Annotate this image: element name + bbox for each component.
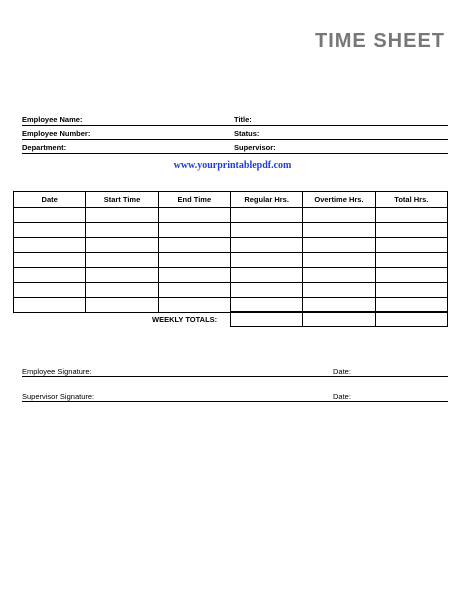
- table-cell[interactable]: [230, 238, 302, 253]
- table-cell[interactable]: [86, 268, 158, 283]
- table-cell[interactable]: [375, 268, 447, 283]
- title-label: Title:: [234, 115, 252, 124]
- total-hrs-header: Total Hrs.: [375, 192, 447, 208]
- table-header-row: [14, 192, 448, 208]
- table-cell[interactable]: [303, 223, 375, 238]
- end-time-header: End Time: [158, 192, 230, 208]
- employee-name-line[interactable]: [22, 125, 448, 126]
- employee-signature-date-label: Date:: [333, 367, 351, 376]
- table-cell[interactable]: [158, 208, 230, 223]
- employee-name-label: Employee Name:: [22, 115, 83, 124]
- table-cell[interactable]: [303, 238, 375, 253]
- table-cell[interactable]: [86, 238, 158, 253]
- department-label: Department:: [22, 143, 67, 152]
- table-cell[interactable]: [86, 298, 158, 313]
- weekly-totals-table: [230, 311, 448, 327]
- employee-signature-line[interactable]: [22, 376, 448, 377]
- supervisor-signature-line[interactable]: [22, 401, 448, 402]
- table-cell[interactable]: [230, 283, 302, 298]
- time-table: [13, 191, 448, 313]
- table-cell[interactable]: [230, 253, 302, 268]
- weekly-totals-row: [231, 312, 448, 327]
- table-row: [14, 238, 448, 253]
- page-title: TIME SHEET: [314, 30, 445, 52]
- supervisor-signature-date-label: Date:: [333, 392, 351, 401]
- table-cell[interactable]: [14, 298, 86, 313]
- table-cell[interactable]: [14, 208, 86, 223]
- table-cell[interactable]: [86, 208, 158, 223]
- table-cell[interactable]: [230, 268, 302, 283]
- table-cell[interactable]: [375, 223, 447, 238]
- table-row: [14, 208, 448, 223]
- supervisor-label: Supervisor:: [234, 143, 276, 152]
- supervisor-signature-label: Supervisor Signature:: [22, 392, 95, 401]
- department-line[interactable]: [22, 153, 448, 154]
- table-cell[interactable]: [86, 223, 158, 238]
- employee-signature-label: Employee Signature:: [22, 367, 92, 376]
- table-cell[interactable]: [303, 208, 375, 223]
- table-cell[interactable]: [375, 208, 447, 223]
- table-cell[interactable]: [230, 223, 302, 238]
- status-label: Status:: [234, 129, 260, 138]
- table-row: [14, 283, 448, 298]
- table-cell[interactable]: [375, 253, 447, 268]
- total-hrs-total-cell[interactable]: [375, 312, 447, 327]
- regular-hrs-total-cell[interactable]: [231, 312, 303, 327]
- table-cell[interactable]: [14, 283, 86, 298]
- table-cell[interactable]: [158, 268, 230, 283]
- table-cell[interactable]: [14, 253, 86, 268]
- table-row: [14, 223, 448, 238]
- table-cell[interactable]: [158, 223, 230, 238]
- table-cell[interactable]: [14, 223, 86, 238]
- employee-number-label: Employee Number:: [22, 129, 91, 138]
- regular-hrs-header: Regular Hrs.: [230, 192, 302, 208]
- website-link[interactable]: www.yourprintablepdf.com: [173, 160, 292, 171]
- date-header: Date: [14, 192, 86, 208]
- overtime-hrs-total-cell[interactable]: [303, 312, 375, 327]
- table-cell[interactable]: [375, 238, 447, 253]
- table-cell[interactable]: [158, 298, 230, 313]
- table-cell[interactable]: [86, 253, 158, 268]
- table-cell[interactable]: [158, 283, 230, 298]
- table-cell[interactable]: [303, 268, 375, 283]
- table-row: [14, 268, 448, 283]
- start-time-header: Start Time: [86, 192, 158, 208]
- table-cell[interactable]: [158, 238, 230, 253]
- table-cell[interactable]: [303, 253, 375, 268]
- table-cell[interactable]: [86, 283, 158, 298]
- table-cell[interactable]: [230, 208, 302, 223]
- table-cell[interactable]: [303, 283, 375, 298]
- employee-number-line[interactable]: [22, 139, 448, 140]
- table-cell[interactable]: [158, 253, 230, 268]
- table-cell[interactable]: [14, 238, 86, 253]
- weekly-totals-label: WEEKLY TOTALS:: [152, 315, 218, 324]
- overtime-hrs-header: Overtime Hrs.: [303, 192, 375, 208]
- table-cell[interactable]: [14, 268, 86, 283]
- table-cell[interactable]: [375, 283, 447, 298]
- table-row: [14, 253, 448, 268]
